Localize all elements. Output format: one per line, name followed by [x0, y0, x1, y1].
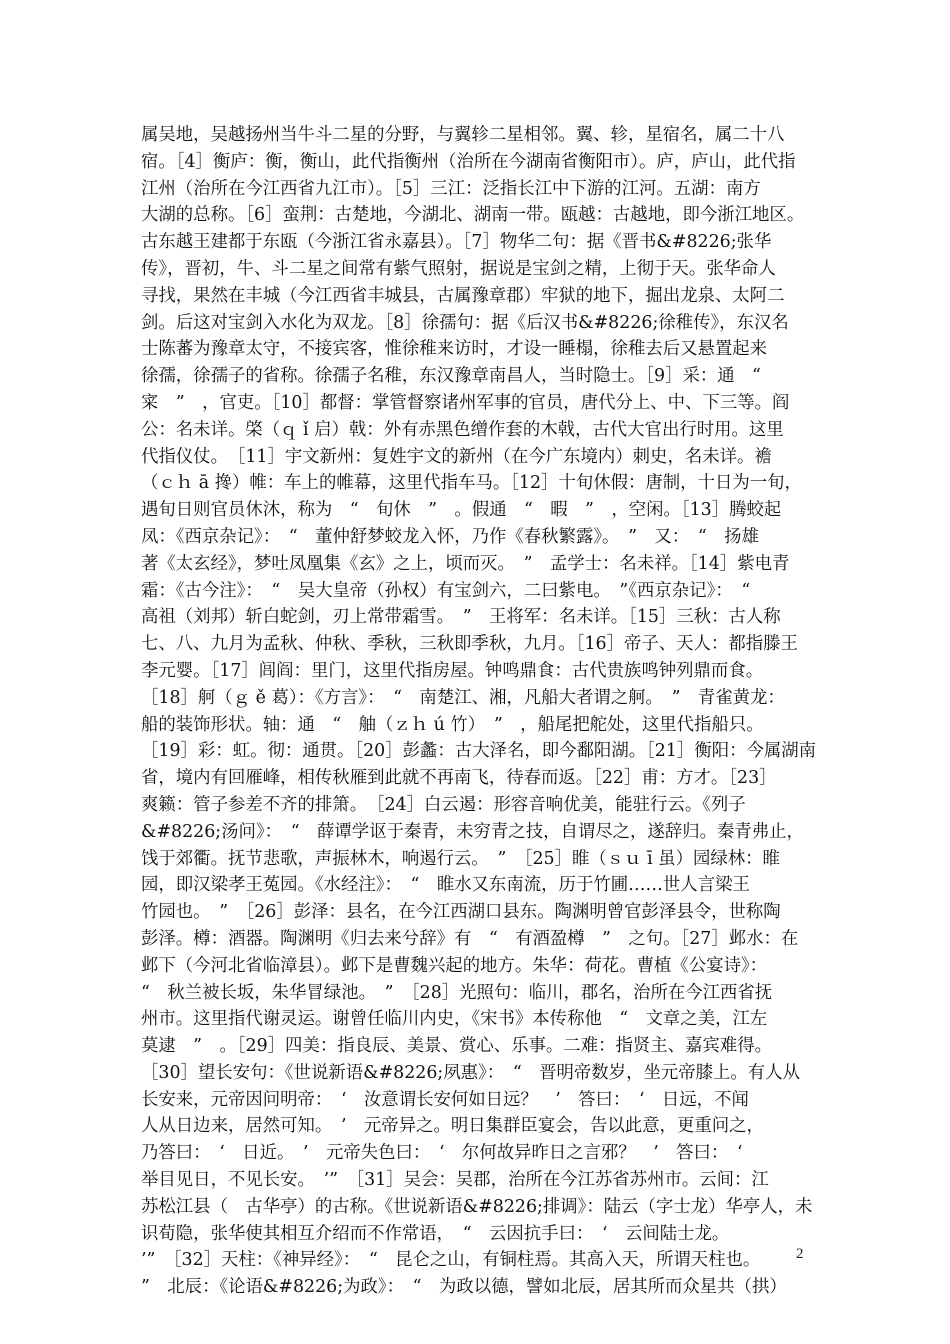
text-line: 乃答曰： ‘ 日近。 ’ 元帝失色曰： ‘ 尔何故异昨日之言邪？ ’ 答曰： ‘ — [141, 1143, 743, 1164]
text-line: 属吴地，吴越扬州当牛斗二星的分野，与翼轸二星相邻。翼、轸，星宿名，属二十八 — [141, 125, 785, 145]
text-line: 省，境内有回雁峰，相传秋雁到此就不再南飞，待春而返。［22］甫：方才。［23］ — [141, 768, 777, 789]
text-line: 古东越王建都于东瓯（今浙江省永嘉县）。［7］物华二句：据《晋书&#8226;张华 — [141, 232, 772, 253]
text-line: 剑。后这对宝剑入水化为双龙。［8］徐孺句：据《后汉书&#8226;徐稚传》，东汉名 — [141, 312, 789, 333]
text-line: 李元婴。［17］闾阎：里门，这里代指房屋。钟鸣鼎食：古代贵族鸣钟列鼎而食。 — [141, 660, 764, 681]
text-line: 徐孺，徐孺子的省称。徐孺子名稚，东汉豫章南昌人，当时隐士。［9］采：通 “ — [141, 366, 761, 387]
text-line: ［18］舸（ｇ ě 葛）：《方言》： “ 南楚江、湘，凡船大者谓之舸。 ” 青雀黄龙： — [141, 687, 785, 708]
text-line: （ｃｈ ā 搀）帷：车上的帷幕，这里代指车马。［12］十旬休假：唐制，十日为一旬， — [141, 473, 802, 494]
text-line: 爽籁：管子参差不齐的排箫。 ［24］白云遏：形容音响优美，能驻行云。《列子 — [141, 794, 746, 815]
text-line: 莫逮 ” 。［29］四美：指良辰、美景、赏心、乐事。二难：指贤主、嘉宾难得。 — [141, 1036, 772, 1057]
text-line: 遇旬日则官员休沐，称为 “ 旬休 ” 。假通 “ 暇 ” ，空闲。［13］腾蛟起 — [141, 500, 782, 521]
text-line: ” 北辰：《论语&#8226;为政》： “ 为政以德，譬如北辰，居其所而众星共（拱） — [141, 1277, 787, 1298]
text-line: 彭泽。樽：酒器。陶渊明《归去来兮辞》有 “ 有酒盈樽 ” 之句。［27］邺水：在 — [141, 928, 799, 949]
text-line: ［19］彩：虹。彻：通贯。［20］彭蠡：古大泽名，即今鄱阳湖。［21］衡阳：今属湖南 — [141, 741, 817, 762]
text-line: 霜：《古今注》： “ 吴大皇帝（孙权）有宝剑六，二曰紫电。 ”《西京杂记》： “ — [141, 580, 751, 601]
text-line: 苏松江县（ 古华亭）的古称。《世说新语&#8226;排调》：陆云（字士龙）华亭人，未 — [141, 1196, 813, 1217]
text-line: 船的装饰形状。轴：通 “ 舳（ｚｈ ú 竹） ” ，船尾把舵处，这里代指船只。 — [141, 714, 764, 735]
text-line: ［30］望长安句：《世说新语&#8226;夙惠》： “ 晋明帝数岁，坐元帝膝上。有人从 — [141, 1062, 800, 1083]
text-line: 传》，晋初，牛、斗二星之间常有紫气照射，据说是宝剑之精，上彻于天。张华命人 — [141, 258, 776, 279]
text-line: 人从日边来，居然可知。 ’ 元帝异之。明日集群臣宴会，告以此意，更重问之， — [141, 1116, 764, 1137]
text-line: 公：名未详。棨（ｑ ǐ 启）戟：外有赤黑色缯作套的木戟，古代大官出行时用。这里 — [141, 419, 784, 440]
text-line: 邺下（今河北省临漳县）。邺下是曹魏兴起的地方。朱华：荷花。曹植《公宴诗》： — [141, 955, 768, 976]
text-line: 高祖（刘邦）斩白蛇剑，刃上常带霜雪。 ” 王将军：名未详。［15］三秋：古人称 — [141, 607, 781, 628]
text-line: 寻找，果然在丰城（今江西省丰城县，古属豫章郡）牢狱的地下，掘出龙泉、太阿二 — [141, 285, 785, 306]
text-line: 凤：《西京杂记》： “ 董仲舒梦蛟龙入怀，乃作《春秋繁露》。 ” 又： “ 扬雄 — [141, 526, 759, 547]
page-number: 2 — [796, 1246, 804, 1262]
text-line: 大湖的总称。［6］蛮荆：古楚地，今湖北、湖南一带。瓯越：古越地，即今浙江地区。 — [141, 205, 805, 226]
text-line: 园，即汉梁孝王菟园。《水经注》： “ 睢水又东南流，历于竹圃……世人言梁王 — [141, 875, 750, 896]
text-line: 宿。［4］衡庐：衡，衡山，此代指衡州（治所在今湖南省衡阳市）。庐，庐山，此代指 — [141, 151, 796, 172]
text-line: 寀 ” ，官吏。［10］都督：掌管督察诸州军事的官员，唐代分上、中、下三等。阎 — [141, 392, 790, 413]
text-line: 江州（治所在今江西省九江市）。［5］三江：泛指长江中下游的江河。五湖：南方 — [141, 178, 761, 199]
text-line: 饯于郊衢。抚节悲歌，声振林木，响遏行云。 ” ［25］睢（ｓｕ ī 虽）园绿林：睢 — [141, 848, 780, 869]
text-line: 七、八、九月为孟秋、仲秋、季秋，三秋即季秋，九月。［16］帝子、天人：都指滕王 — [141, 634, 798, 655]
text-line: &#8226;汤问》： “ 薛谭学讴于秦青，未穷青之技，自谓尽之，遂辞归。秦青弗止， — [141, 821, 804, 842]
text-line: 著《太玄经》，梦吐凤凰集《玄》之上，顷而灭。 ” 孟学士：名未祥。［14］紫电青 — [141, 553, 790, 574]
text-line: 士陈蕃为豫章太守，不接宾客，惟徐稚来访时，才设一睡榻，徐稚去后又悬置起来 — [141, 339, 768, 360]
text-line: ’” ［32］天柱：《神异经》： “ 昆仑之山，有铜柱焉。其高入天，所谓天柱也。 — [141, 1250, 761, 1271]
text-line: 长安来，元帝因问明帝： ‘ 汝意谓长安何如日远？ ’ 答曰： ‘ 日远，不闻 — [141, 1089, 749, 1110]
annotation-text-body — [141, 122, 821, 1301]
text-line: 代指仪仗。 ［11］宇文新州：复姓宇文的新州（在今广东境内）刺史，名未详。襜 — [141, 446, 772, 467]
text-line: 举目见日，不见长安。 ’” ［31］吴会：吴郡，治所在今江苏省苏州市。云间：江 — [141, 1170, 769, 1191]
text-line: 州市。这里指代谢灵运。谢曾任临川内史，《宋书》本传称他 “ 文章之美，江左 — [141, 1009, 768, 1030]
text-line: 识荀隐，张华使其相互介绍而不作常语， “ 云因抗手曰： ‘ 云间陆士龙。 — [141, 1223, 730, 1244]
text-line: “ 秋兰被长坂，朱华冒绿池。 ” ［28］光照句：临川，郡名，治所在今江西省抚 — [141, 982, 773, 1003]
text-line: 竹园也。 ” ［26］彭泽：县名，在今江西湖口县东。陶渊明曾官彭泽县令，世称陶 — [141, 902, 781, 923]
